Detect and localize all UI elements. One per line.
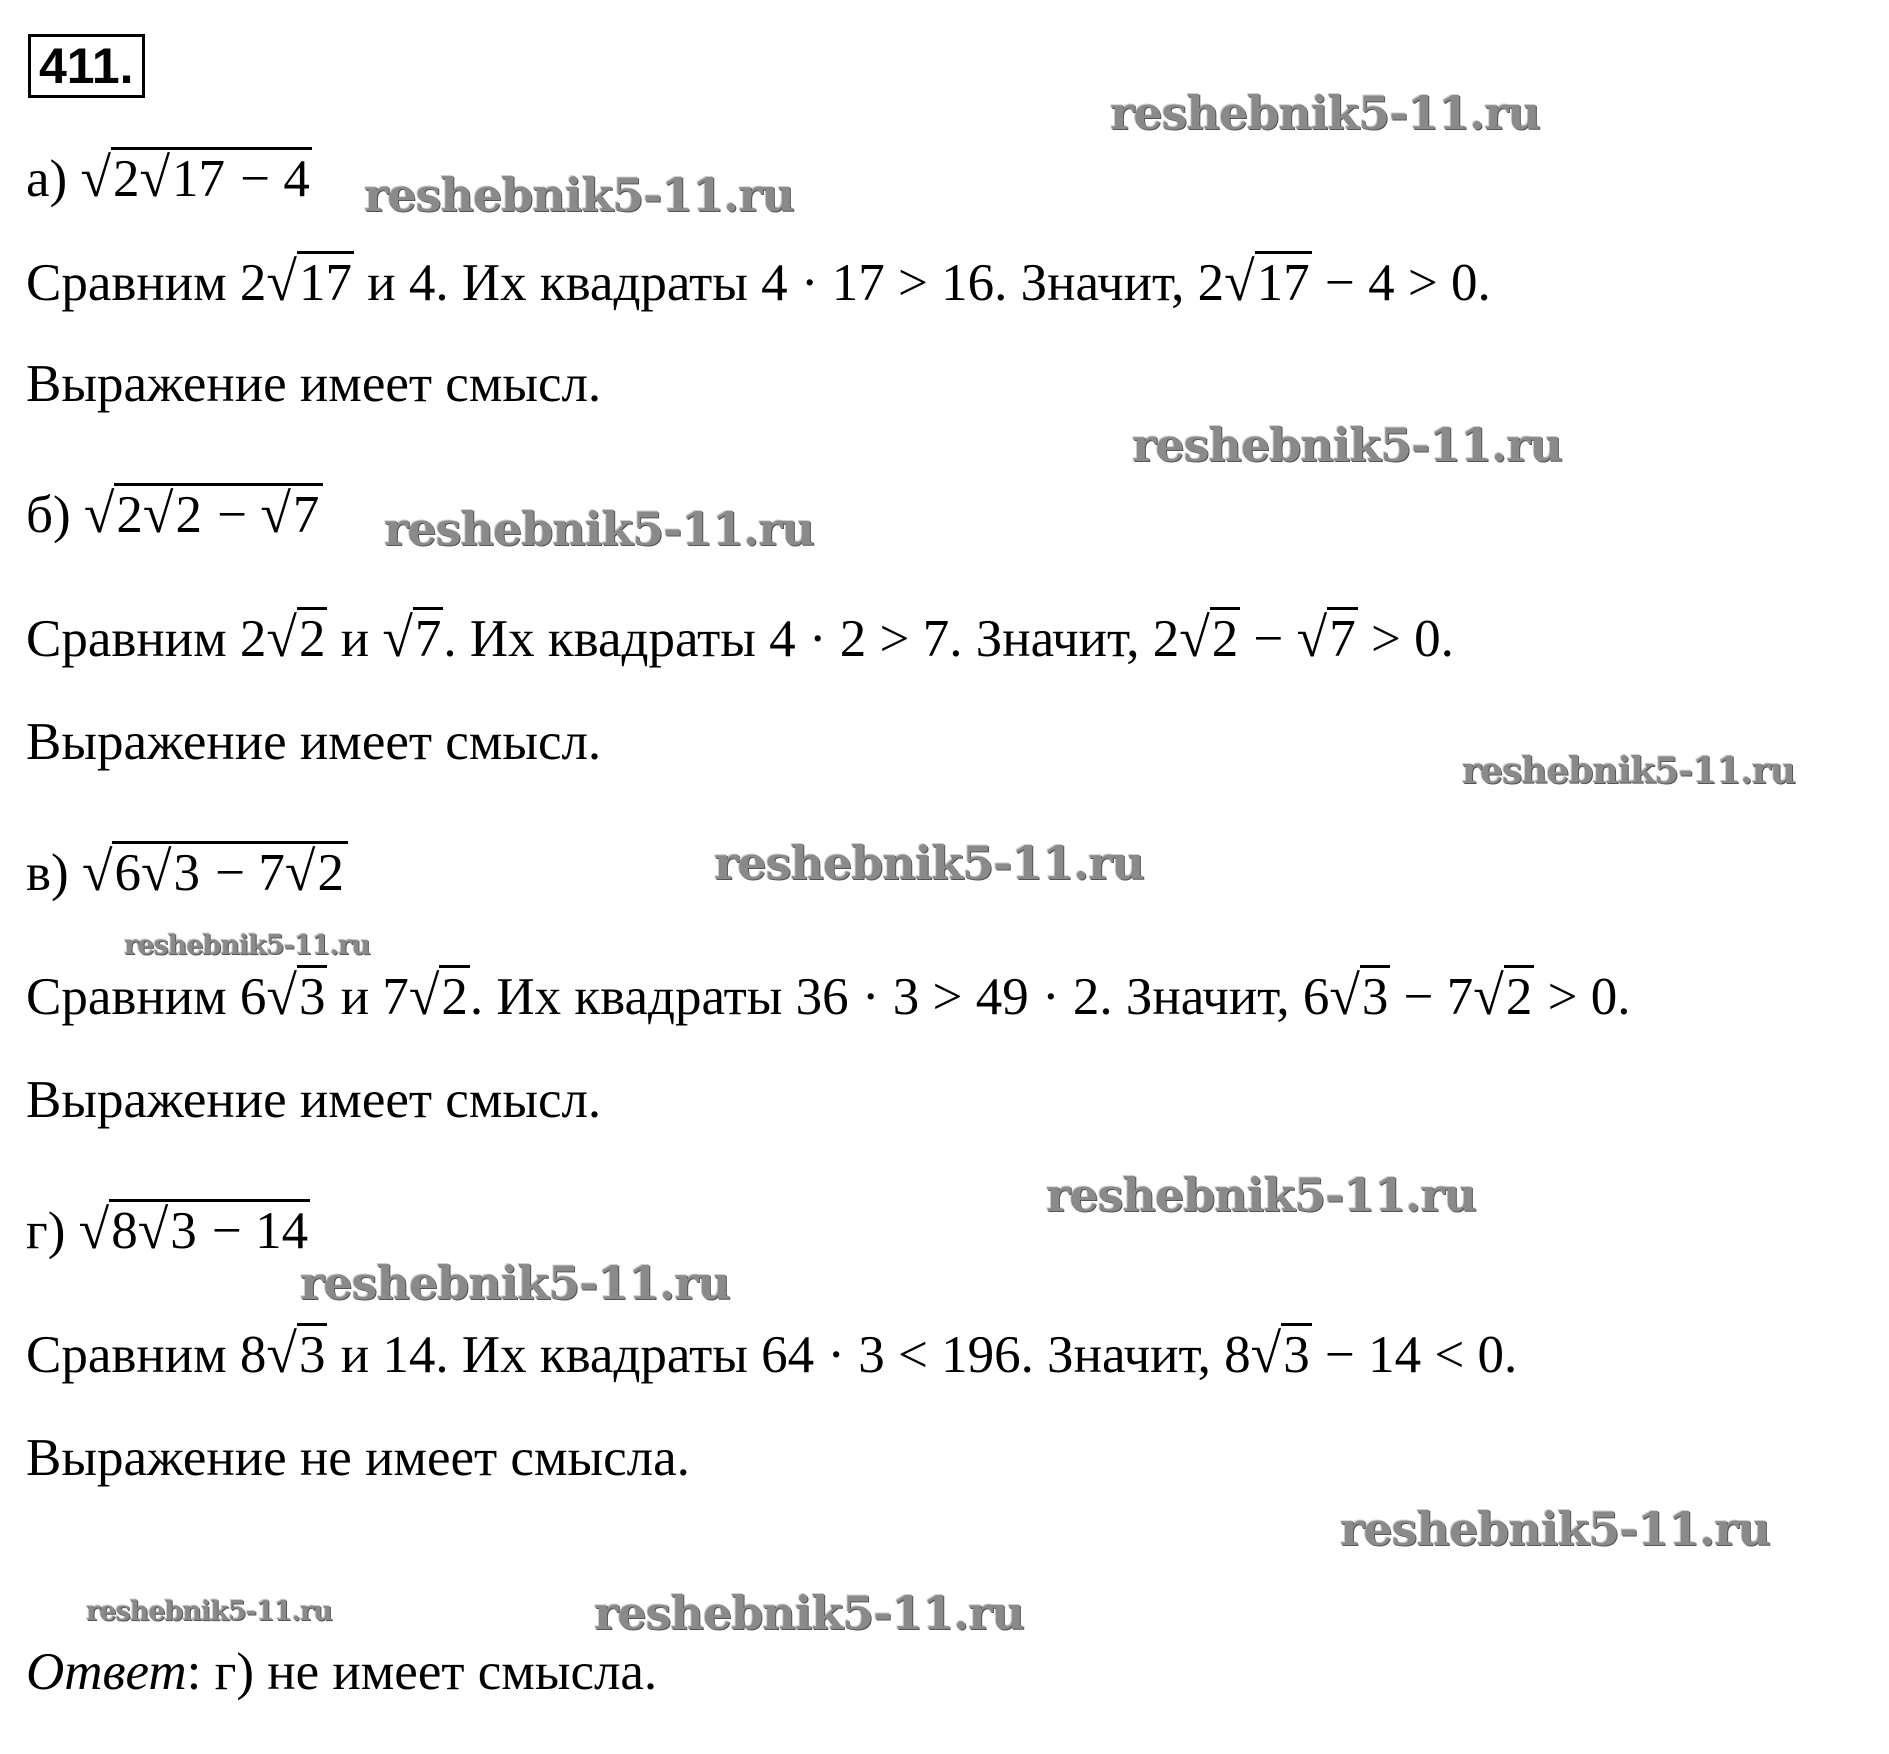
part-c-comparison: Сравним 6√3 и 7√2. Их квадраты 36 · 3 > 49 · 2. Значит, 6√3 − 7√2 > 0. <box>26 965 1631 1027</box>
watermark: reshebnik5-11.ru <box>1110 86 1540 140</box>
part-b-comparison: Сравним 2√2 и √7. Их квадраты 4 · 2 > 7. Значит, 2√2 − √7 > 0. <box>26 607 1454 669</box>
outer-radical: √8√3 − 14 <box>78 1199 309 1261</box>
answer-line <box>26 1640 657 1704</box>
watermark: reshebnik5-11.ru <box>714 836 1144 890</box>
part-c-conclusion: Выражение имеет смысл. <box>26 1071 602 1129</box>
watermark: reshebnik5-11.ru <box>124 930 370 961</box>
part-d-expression: г) √8√3 − 14 <box>26 1199 309 1261</box>
watermark: reshebnik5-11.ru <box>1462 750 1795 792</box>
part-a-expression: а) √2√17 − 4 <box>26 147 310 209</box>
part-a-comparison: Сравним 2√17 и 4. Их квадраты 4 · 17 > 16. Значит, 2√17 − 4 > 0. <box>26 251 1491 313</box>
watermark: reshebnik5-11.ru <box>384 502 814 556</box>
outer-radical: √2√2 − √7 <box>84 482 324 547</box>
outer-radical: √6√3 − 7√2 <box>82 840 348 905</box>
part-b-conclusion: Выражение имеет смысл. <box>26 713 602 771</box>
answer-text: : г) не имеет смысла. <box>186 1643 658 1701</box>
watermark: reshebnik5-11.ru <box>594 1586 1024 1640</box>
answer-label: Ответ <box>26 1643 187 1701</box>
problem-number: 411. <box>28 34 145 98</box>
part-a-conclusion: Выражение имеет смысл. <box>26 355 602 413</box>
part-c-expression: в) √6√3 − 7√2 <box>26 840 348 905</box>
part-b-expression: б) √2√2 − √7 <box>26 482 323 547</box>
part-d-comparison: Сравним 8√3 и 14. Их квадраты 64 · 3 < 196. Значит, 8√3 − 14 < 0. <box>26 1323 1518 1385</box>
watermark: reshebnik5-11.ru <box>300 1256 730 1310</box>
watermark: reshebnik5-11.ru <box>86 1596 332 1627</box>
watermark: reshebnik5-11.ru <box>1340 1502 1770 1556</box>
part-d-conclusion: Выражение не имеет смысла. <box>26 1429 690 1487</box>
outer-radical: √2√17 − 4 <box>80 147 310 209</box>
watermark: reshebnik5-11.ru <box>1132 418 1562 472</box>
watermark: reshebnik5-11.ru <box>1046 1168 1476 1222</box>
watermark: reshebnik5-11.ru <box>364 168 794 222</box>
